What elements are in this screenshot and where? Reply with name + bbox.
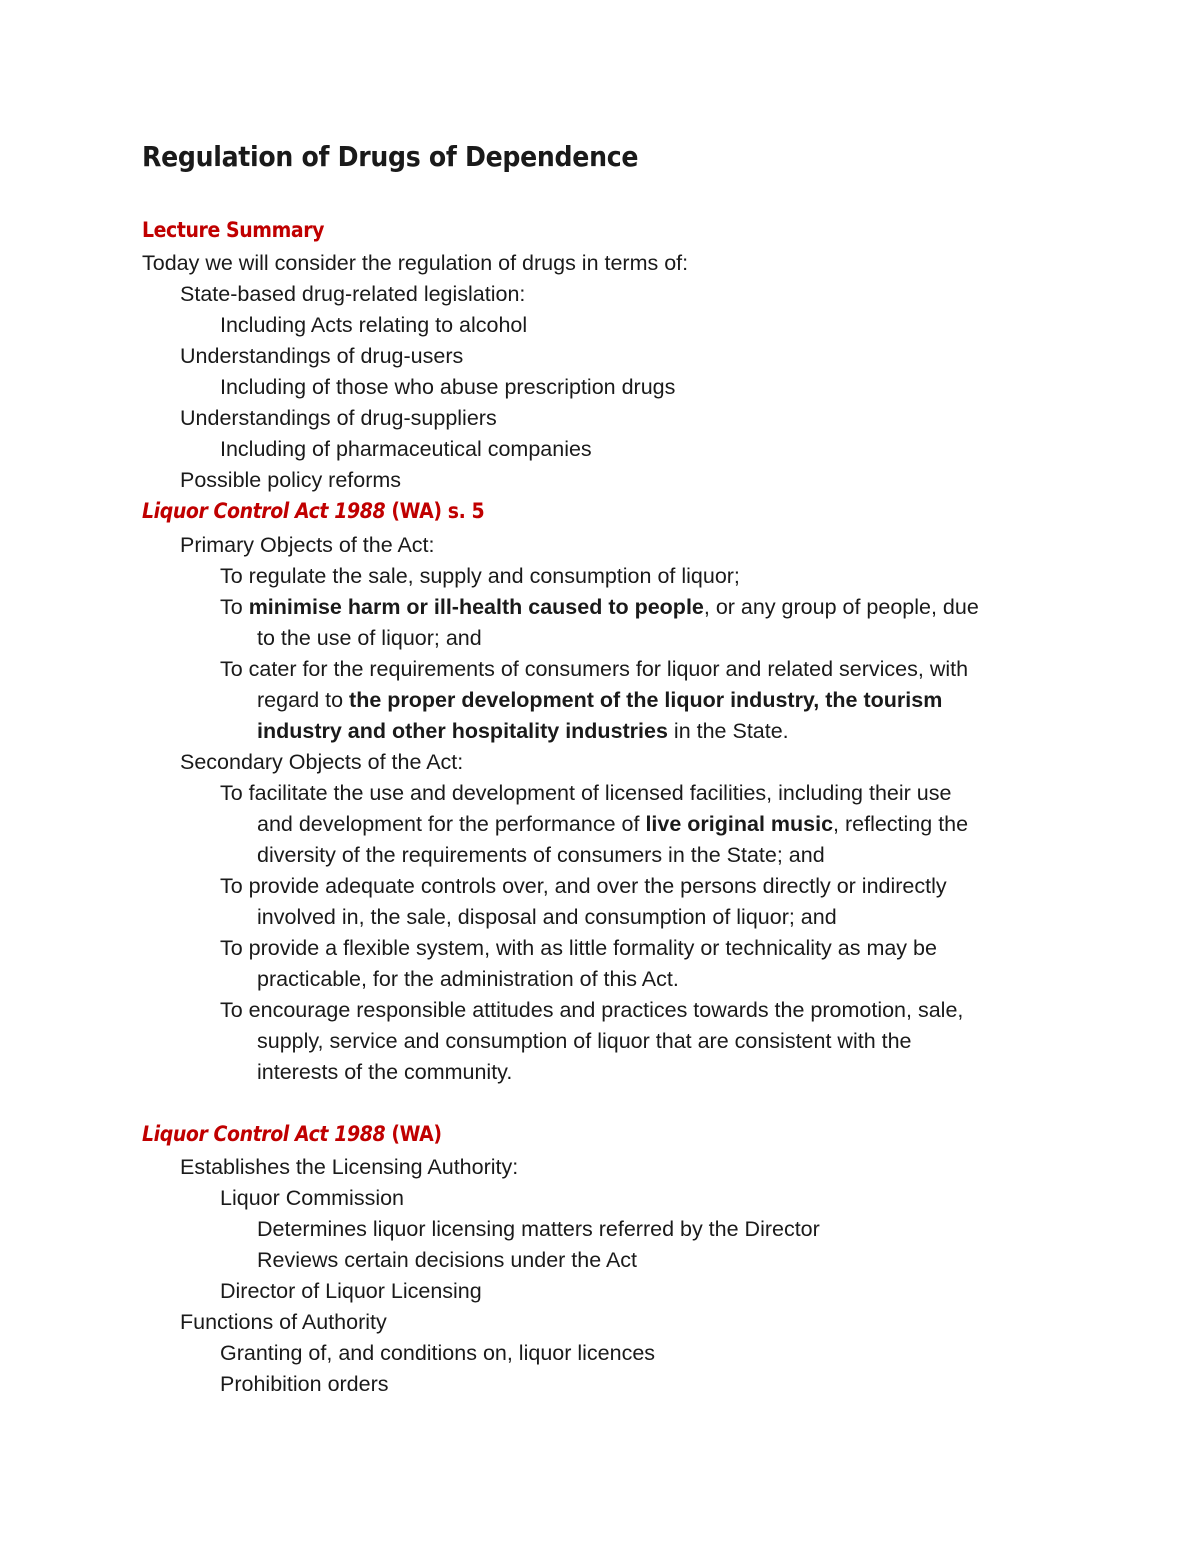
text-run: , or any group of people, due xyxy=(703,595,979,619)
text-run: To xyxy=(220,595,249,619)
act-title: Liquor Control Act 1988 xyxy=(142,1122,386,1146)
list-item-continuation: diversity of the requirements of consumers in the State; and xyxy=(257,843,825,867)
text-run: and development for the performance of xyxy=(257,812,646,836)
text-run: regard to xyxy=(257,688,350,712)
list-item: Including of those who abuse prescription drugs xyxy=(220,375,676,399)
primary-objects-label: Primary Objects of the Act: xyxy=(180,533,435,557)
section-heading-lecture-summary: Lecture Summary xyxy=(142,218,325,242)
list-item-continuation: practicable, for the administration of this Act. xyxy=(257,967,679,991)
list-item: Establishes the Licensing Authority: xyxy=(180,1155,519,1179)
act-citation: (WA) s. 5 xyxy=(385,499,485,523)
page-title: Regulation of Drugs of Dependence xyxy=(142,140,639,173)
list-item-continuation xyxy=(257,716,789,747)
act-title: Liquor Control Act 1988 xyxy=(142,499,386,523)
list-item: Determines liquor licensing matters referred by the Director xyxy=(257,1217,820,1241)
list-item-continuation: interests of the community. xyxy=(257,1060,513,1084)
list-item: Including Acts relating to alcohol xyxy=(220,313,528,337)
emphasis-text: industry and other hospitality industries xyxy=(257,719,668,743)
list-item: Reviews certain decisions under the Act xyxy=(257,1248,638,1272)
text-run: in the State. xyxy=(667,719,789,743)
act-citation: (WA) xyxy=(385,1122,442,1146)
secondary-objects-label: Secondary Objects of the Act: xyxy=(180,750,464,774)
summary-intro: Today we will consider the regulation of drugs in terms of: xyxy=(142,251,689,275)
list-item: Understandings of drug-suppliers xyxy=(180,406,497,430)
list-item-continuation: involved in, the sale, disposal and consumption of liquor; and xyxy=(257,905,837,929)
list-item: To provide a flexible system, with as little formality or technicality as may be xyxy=(220,936,937,960)
list-item: Including of pharmaceutical companies xyxy=(220,437,592,461)
list-item: Possible policy reforms xyxy=(180,468,402,492)
list-item-continuation: to the use of liquor; and xyxy=(257,626,482,650)
list-item: Liquor Commission xyxy=(220,1186,405,1210)
list-item: To cater for the requirements of consumers for liquor and related services, with xyxy=(220,657,969,681)
section-heading-liquor-control xyxy=(142,1122,442,1146)
list-item: To facilitate the use and development of licensed facilities, including their use xyxy=(220,781,952,805)
list-item: Prohibition orders xyxy=(220,1372,389,1396)
list-item: To regulate the sale, supply and consumption of liquor; xyxy=(220,564,740,588)
list-item: Understandings of drug-users xyxy=(180,344,464,368)
list-item: Granting of, and conditions on, liquor licences xyxy=(220,1341,656,1365)
emphasis-text: minimise harm or ill-health caused to people xyxy=(248,595,704,619)
text-run: , reflecting the xyxy=(833,812,969,836)
list-item: To encourage responsible attitudes and practices towards the promotion, sale, xyxy=(220,998,964,1022)
emphasis-text: the proper development of the liquor industry, the tourism xyxy=(349,688,943,712)
list-item-continuation xyxy=(257,809,968,840)
list-item-continuation xyxy=(257,685,942,716)
emphasis-text: live original music xyxy=(645,812,834,836)
list-item: To provide adequate controls over, and over the persons directly or indirectly xyxy=(220,874,947,898)
section-heading-liquor-control-s5 xyxy=(142,499,484,523)
list-item: State-based drug-related legislation: xyxy=(180,282,526,306)
list-item: Functions of Authority xyxy=(180,1310,387,1334)
list-item-continuation: supply, service and consumption of liquor that are consistent with the xyxy=(257,1029,912,1053)
list-item: Director of Liquor Licensing xyxy=(220,1279,482,1303)
list-item xyxy=(220,592,979,623)
